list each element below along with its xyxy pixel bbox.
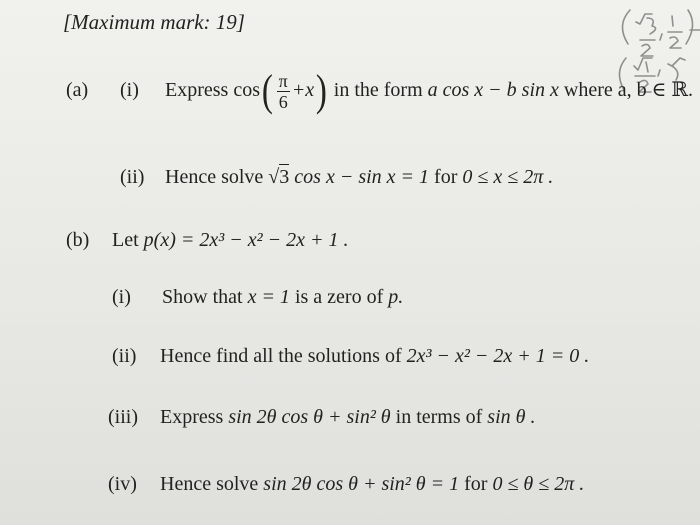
question-b-ii-label: (ii) (112, 345, 137, 367)
question-b-ii-text (160, 344, 589, 368)
hence-solve-iv-text: Hence solve (160, 473, 259, 495)
frac-denominator: 6 (278, 91, 288, 112)
form-expression: a cos x − b sin x (427, 79, 559, 101)
max-mark-header: [Maximum mark: 19] (63, 10, 245, 34)
question-b-iv-text (160, 472, 584, 496)
polynomial-definition: p(x) = 2x³ − x² − 2x + 1 . (143, 229, 349, 251)
for-word: for (434, 166, 458, 188)
cubic-equation: 2x³ − x² − 2x + 1 = 0 . (406, 345, 590, 367)
trig-equation: sin 2θ cos θ + sin² θ = 1 (263, 473, 460, 495)
sqrt-symbol: √ (268, 166, 280, 188)
is-a-zero-text: is a zero of (294, 286, 384, 308)
sin-theta-target: sin θ . (487, 406, 536, 428)
right-paren: ) (315, 66, 327, 116)
question-a-i-text (165, 66, 694, 116)
show-that-text: Show that (162, 286, 243, 308)
question-b-iv-label: (iv) (108, 473, 137, 495)
question-a-i-label: (i) (120, 79, 139, 101)
p-var: p. (388, 286, 404, 308)
part-b-intro (112, 228, 348, 252)
pi-over-six (277, 71, 290, 112)
express-text: Express (160, 406, 224, 428)
hence-solve-text: Hence solve (165, 166, 264, 188)
in-the-form-text: in the form (333, 79, 423, 101)
trig-expression: sin 2θ cos θ + sin² θ (228, 406, 391, 428)
in-terms-of-text: in terms of (395, 406, 483, 428)
question-b-i-text (162, 285, 403, 309)
left-paren: ( (261, 66, 273, 116)
part-a-label: (a) (66, 79, 89, 101)
question-b-iii-text (160, 405, 535, 429)
plus-x: +x (291, 79, 315, 101)
x-equals-one: x = 1 (247, 286, 290, 308)
where-clause: where a, b ∈ ℝ. (563, 79, 694, 101)
question-b-i-label: (i) (112, 286, 131, 308)
let-text: Let (112, 229, 139, 251)
question-a-ii-text (165, 165, 553, 189)
range-b-iv: 0 ≤ θ ≤ 2π . (492, 473, 585, 495)
hence-find-text: Hence find all the solutions of (160, 345, 402, 367)
part-b-label: (b) (66, 229, 90, 251)
range-a-ii: 0 ≤ x ≤ 2π . (462, 166, 554, 188)
sqrt-argument: 3 (279, 166, 290, 188)
equation-a-ii: cos x − sin x = 1 (294, 166, 430, 188)
question-a-ii-label: (ii) (120, 166, 145, 188)
question-b-iii-label: (iii) (108, 406, 138, 428)
for-word-iv: for (464, 473, 488, 495)
frac-numerator: π (278, 70, 288, 91)
express-cos-text: Express cos (165, 79, 260, 101)
